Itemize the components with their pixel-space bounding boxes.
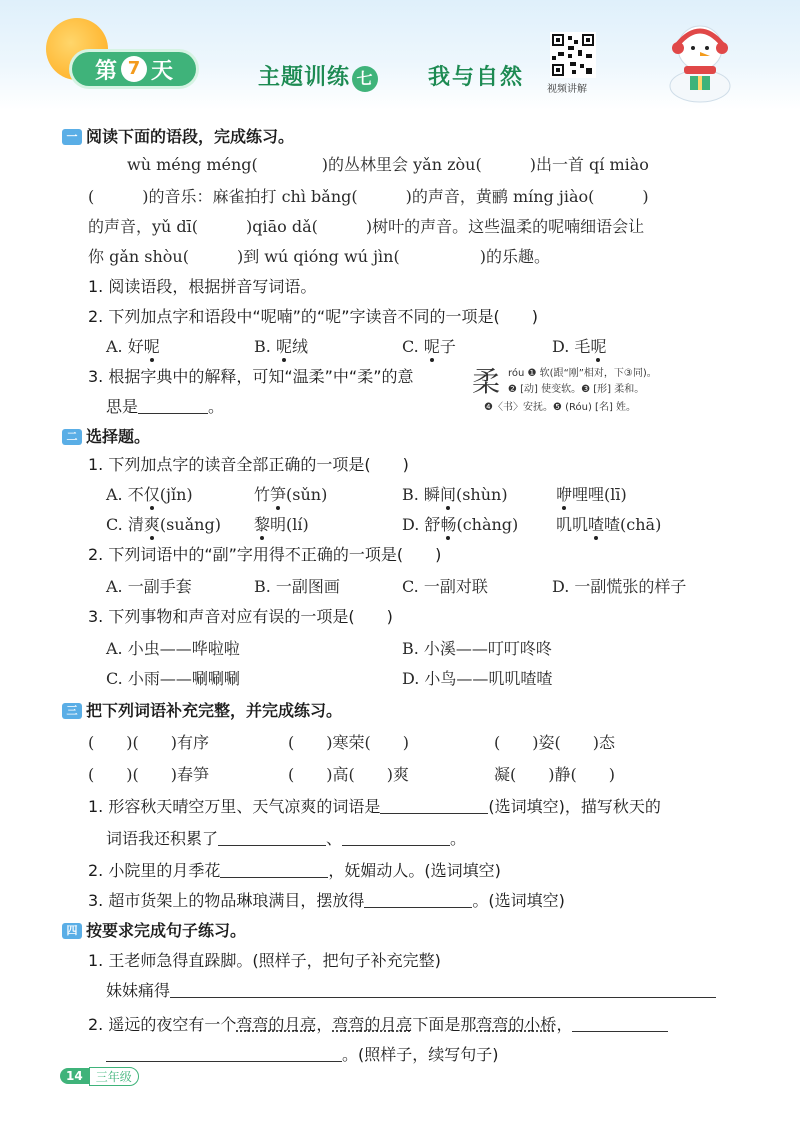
option-prefix: C. bbox=[402, 337, 424, 356]
option-1-2-c[interactable] bbox=[402, 334, 456, 357]
dotted-char: 笋 bbox=[270, 485, 287, 504]
question-2-1: 1. 下列加点字的读音全部正确的一项是( ) bbox=[88, 455, 409, 474]
option-2-1-c1[interactable] bbox=[106, 512, 221, 535]
option-2-2-a[interactable]: A. 一副手套 bbox=[106, 577, 192, 596]
opt-pre: D. 舒 bbox=[402, 515, 441, 534]
word-fill-2-3[interactable]: 凝( )静( ) bbox=[494, 765, 615, 784]
opt-post: 喳(chā) bbox=[604, 515, 662, 534]
question-1-3: 3. 根据字典中的解释，可知“温柔”中“柔”的意 bbox=[88, 367, 414, 386]
opt-post: (suǎng) bbox=[159, 515, 221, 534]
option-text: A. 好 bbox=[106, 337, 144, 356]
q-text: 3. 超市货架上的物品琳琅满目，摆放得 bbox=[88, 891, 365, 910]
section-two-title bbox=[62, 424, 150, 447]
question-2-2: 2. 下列词语中的“副”字用得不正确的一项是( ) bbox=[88, 545, 442, 564]
option-2-3-c[interactable]: C. 小雨——唰唰唰 bbox=[106, 669, 240, 688]
dict-row-3: ❹〈书〉安抚。❺ (Róu) [名] 姓。 bbox=[484, 402, 637, 413]
qr-label: 视频讲解 bbox=[547, 84, 587, 95]
opt-pre: B. 瞬 bbox=[402, 485, 440, 504]
day-badge bbox=[72, 52, 196, 86]
dotted-char: 仅 bbox=[143, 485, 160, 504]
q-text: 下面是那 bbox=[412, 1015, 477, 1034]
question-4-2 bbox=[88, 1012, 668, 1035]
opt-post: (chàng) bbox=[456, 515, 519, 534]
passage-line-2: ( )的音乐：麻雀拍打 chì bǎng( )的声音，黄鹂 míng jiào( ) bbox=[88, 187, 649, 206]
theme-label bbox=[258, 60, 378, 92]
snowman-icon bbox=[660, 14, 740, 104]
q-text: 2. 小院里的月季花 bbox=[88, 861, 221, 880]
opt-pre: 竹 bbox=[254, 485, 271, 504]
day-prefix: 第 bbox=[94, 58, 117, 84]
section-three-title-text: 把下列词语补充完整，并完成练习。 bbox=[86, 701, 343, 720]
q-text: 词语我还积累了 bbox=[106, 829, 219, 848]
dotted-char: 黎 bbox=[254, 515, 271, 534]
option-2-1-a1[interactable] bbox=[106, 482, 193, 505]
option-2-1-b2[interactable] bbox=[556, 482, 627, 505]
q-text: ，妩媚动人。(选词填空) bbox=[328, 861, 501, 880]
dotted-phrase: 弯弯的小桥 bbox=[476, 1015, 557, 1034]
passage-line-4: 你 gǎn shòu( )到 wú qióng wú jìn( )的乐趣。 bbox=[88, 247, 550, 266]
section-three-title bbox=[62, 698, 342, 721]
dict-row-2: ❷ [动] 使变软。❸ [形] 柔和。 bbox=[508, 384, 645, 395]
word-fill-1-2[interactable]: ( )寒荣( ) bbox=[288, 733, 409, 752]
opt-post: (shùn) bbox=[455, 485, 508, 504]
option-2-2-b[interactable]: B. 一副图画 bbox=[254, 577, 340, 596]
opt-pre: C. 清 bbox=[106, 515, 144, 534]
section-four-mark: 四 bbox=[62, 923, 82, 939]
question-1-2: 2. 下列加点字和语段中“呢喃”的“呢”字读音不同的一项是( ) bbox=[88, 307, 538, 326]
dictionary-entry bbox=[470, 360, 710, 416]
option-text: 绒 bbox=[291, 337, 308, 356]
section-four-title-text: 按要求完成句子练习。 bbox=[86, 921, 247, 940]
dotted-char: 喳 bbox=[588, 515, 605, 534]
question-2-3: 3. 下列事物和声音对应有误的一项是( ) bbox=[88, 607, 393, 626]
passage-line-1: wù méng méng( )的丛林里会 yǎn zòu( )出一首 qí miào bbox=[127, 155, 649, 174]
q-text: (选词填空)，描写秋天的 bbox=[488, 797, 661, 816]
option-2-2-c[interactable]: C. 一副对联 bbox=[402, 577, 488, 596]
q-text: 、 bbox=[326, 829, 343, 848]
question-3-3 bbox=[88, 888, 565, 911]
question-1-3-text: 思是 bbox=[106, 397, 139, 416]
answer-blank[interactable] bbox=[364, 891, 472, 908]
dotted-char: 呢 bbox=[143, 337, 160, 356]
answer-blank[interactable] bbox=[380, 797, 488, 814]
dotted-char: 爽 bbox=[143, 515, 160, 534]
answer-blank[interactable] bbox=[170, 981, 716, 998]
theme-number: 七 bbox=[352, 66, 378, 92]
dotted-char: 咿 bbox=[556, 485, 573, 504]
section-two-mark: 二 bbox=[62, 429, 82, 445]
option-1-2-a[interactable] bbox=[106, 334, 160, 357]
page-footer bbox=[60, 1066, 139, 1086]
opt-pre: 叽叽 bbox=[556, 515, 589, 534]
dict-char: 柔 bbox=[472, 365, 501, 398]
option-2-3-b[interactable]: B. 小溪——叮叮咚咚 bbox=[402, 639, 552, 658]
question-3-1 bbox=[88, 794, 661, 817]
option-2-1-c2[interactable] bbox=[254, 512, 309, 535]
question-1-1: 1. 阅读语段，根据拼音写词语。 bbox=[88, 277, 317, 296]
dict-row-1: róu ❶ 软(跟“刚”相对，下③同)。 bbox=[508, 368, 657, 379]
option-1-2-d[interactable] bbox=[552, 334, 606, 357]
answer-blank[interactable] bbox=[106, 1045, 342, 1062]
dotted-char: 呢 bbox=[590, 337, 607, 356]
option-2-1-d2[interactable] bbox=[556, 512, 661, 535]
answer-blank[interactable] bbox=[342, 829, 450, 846]
answer-blank[interactable] bbox=[218, 829, 326, 846]
q-text: 妹妹痛得 bbox=[106, 981, 171, 1000]
dotted-char: 间 bbox=[439, 485, 456, 504]
section-two-title-text: 选择题。 bbox=[86, 427, 151, 446]
q-text: 。(选词填空) bbox=[472, 891, 565, 910]
dotted-phrase: 弯弯的月亮 bbox=[332, 1015, 413, 1034]
dotted-char: 畅 bbox=[440, 515, 457, 534]
section-one-title bbox=[62, 124, 294, 147]
theme-label-text: 主题训练 bbox=[258, 65, 351, 90]
option-prefix: B. bbox=[254, 337, 276, 356]
question-4-1-answer bbox=[106, 978, 716, 1001]
q-text: 1. 形容秋天晴空万里、天气凉爽的词语是 bbox=[88, 797, 381, 816]
dotted-char: 呢 bbox=[275, 337, 292, 356]
word-fill-2-2[interactable]: ( )高( )爽 bbox=[288, 765, 409, 784]
answer-blank[interactable] bbox=[572, 1015, 668, 1032]
answer-blank[interactable] bbox=[220, 861, 328, 878]
option-2-2-d[interactable]: D. 一副慌张的样子 bbox=[552, 577, 687, 596]
option-2-3-a[interactable]: A. 小虫——哗啦啦 bbox=[106, 639, 240, 658]
section-one-mark: 一 bbox=[62, 129, 82, 145]
page-number: 14 bbox=[60, 1068, 89, 1084]
theme-title: 我与自然 bbox=[428, 65, 525, 90]
word-fill-1-1[interactable]: ( )( )有序 bbox=[88, 733, 209, 752]
answer-blank[interactable] bbox=[138, 397, 208, 414]
option-1-2-b[interactable] bbox=[254, 334, 308, 357]
page-header bbox=[0, 0, 800, 110]
option-2-1-b1[interactable] bbox=[402, 482, 508, 505]
opt-pre: A. 不 bbox=[106, 485, 144, 504]
section-one-title-text: 阅读下面的语段，完成练习。 bbox=[86, 127, 295, 146]
dotted-char: 呢 bbox=[423, 337, 440, 356]
section-four-title bbox=[62, 918, 246, 941]
period: 。 bbox=[208, 397, 225, 416]
day-number: 7 bbox=[121, 56, 147, 82]
q-text: 2. 遥远的夜空有一个 bbox=[88, 1015, 237, 1034]
word-fill-2-1[interactable]: ( )( )春笋 bbox=[88, 765, 209, 784]
question-3-1-cont bbox=[106, 826, 466, 849]
option-2-3-d[interactable]: D. 小鸟——叽叽喳喳 bbox=[402, 669, 553, 688]
question-4-1: 1. 王老师急得直跺脚。(照样子，把句子补充完整) bbox=[88, 951, 441, 970]
opt-post: 明(lí) bbox=[270, 515, 309, 534]
option-prefix: D. 毛 bbox=[552, 337, 591, 356]
opt-post: 哩哩(lī) bbox=[572, 485, 627, 504]
q-text: ， bbox=[316, 1015, 333, 1034]
option-2-1-d1[interactable] bbox=[402, 512, 518, 535]
option-text: 子 bbox=[439, 337, 456, 356]
word-fill-1-3[interactable]: ( )姿( )态 bbox=[494, 733, 615, 752]
section-three-mark: 三 bbox=[62, 703, 82, 719]
question-1-3-answer bbox=[106, 394, 224, 417]
question-3-2 bbox=[88, 858, 501, 881]
qr-code-icon[interactable] bbox=[550, 32, 596, 78]
q-text: 。(照样子，续写句子) bbox=[342, 1045, 499, 1064]
q-text: ， bbox=[556, 1015, 573, 1034]
opt-post: (sǔn) bbox=[286, 485, 328, 504]
dotted-phrase: 弯弯的月亮 bbox=[236, 1015, 317, 1034]
passage-line-3: 的声音，yǔ dī( )qiāo dǎ( )树叶的声音。这些温柔的呢喃细语会让 bbox=[88, 217, 645, 236]
question-4-2-cont bbox=[106, 1042, 499, 1065]
option-2-1-a2[interactable] bbox=[254, 482, 327, 505]
q-text: 。 bbox=[450, 829, 467, 848]
grade-label: 三年级 bbox=[89, 1067, 139, 1086]
day-suffix: 天 bbox=[151, 58, 174, 84]
opt-post: (jǐn) bbox=[159, 485, 193, 504]
